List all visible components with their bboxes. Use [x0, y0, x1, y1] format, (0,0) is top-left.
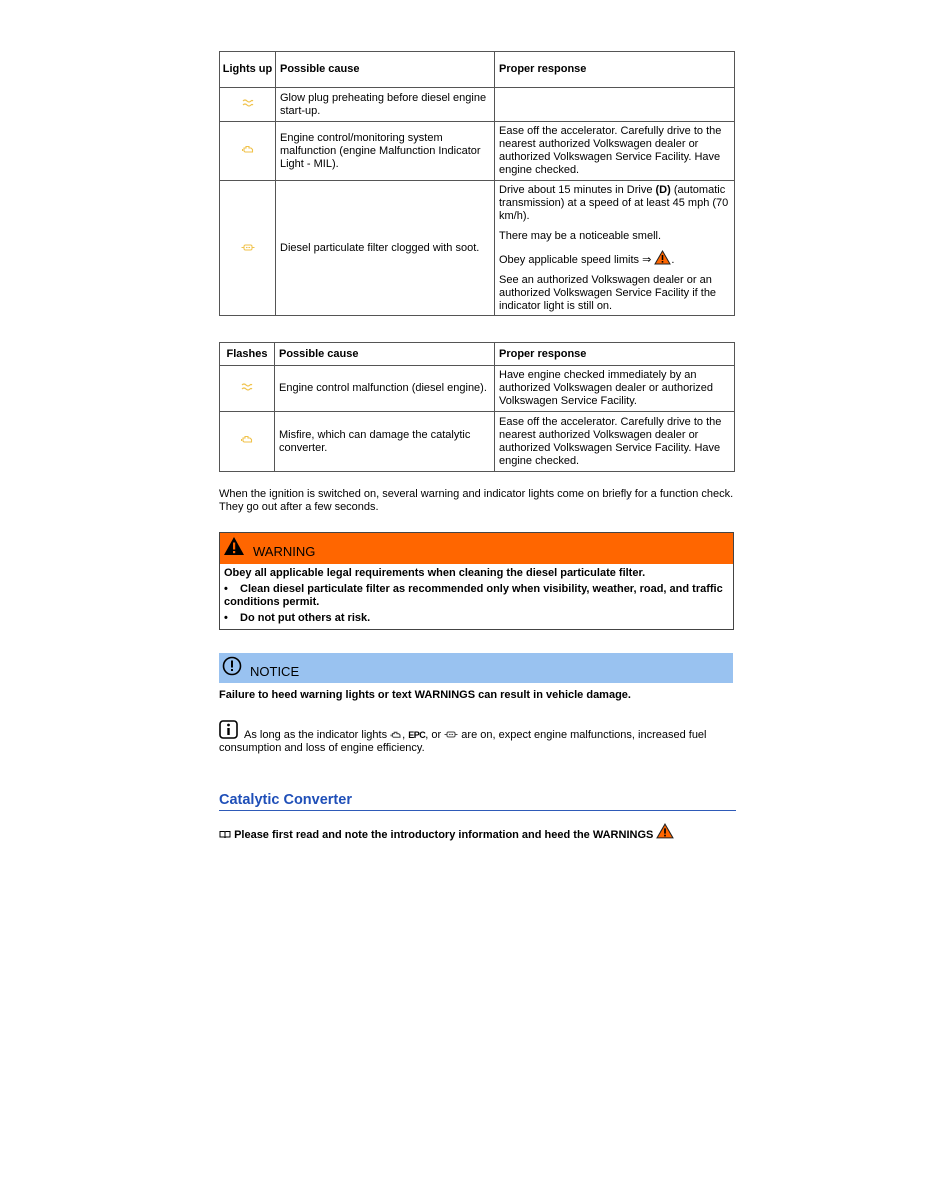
bullet: • [224, 612, 228, 624]
table-row [220, 181, 735, 316]
response-cell [495, 88, 735, 122]
warning-box [219, 532, 734, 630]
response-cell: Have engine checked immediately by an authorized Volkswagen dealer or authorized Volkswagen Service Facility. [495, 366, 735, 412]
column-header: Flashes [220, 343, 275, 366]
info-text-part: , or [425, 729, 445, 741]
response-text: . [671, 253, 675, 266]
lights-up-table [219, 51, 735, 316]
drive-gear-label: (D) [655, 183, 671, 196]
warning-triangle-icon[interactable] [654, 250, 671, 265]
epc-icon: EPC [408, 730, 426, 740]
diesel-particulate-filter-icon [241, 244, 255, 251]
engine-mil-icon [241, 435, 253, 444]
bullet-text: Do not put others at risk. [240, 612, 371, 624]
bullet-text: Clean diesel particulate filter as recommended only when visibility, weather, road, and traffic conditions permit. [224, 583, 723, 608]
table-header-row [220, 52, 735, 88]
glow-plug-icon [241, 383, 253, 391]
function-check-text: When the ignition is switched on, several warning and indicator lights come on briefly for a function check. They go out after a few seconds. [219, 488, 734, 513]
notice-title: NOTICE [250, 664, 300, 679]
info-text-part: are on, expect engine malfunctions, increased fuel consumption and loss of engine efficiency. [219, 729, 707, 754]
cause-cell: Glow plug preheating before diesel engine start-up. [276, 88, 495, 122]
response-cell: Ease off the accelerator. Carefully drive to the nearest authorized Volkswagen dealer or authorized Volkswagen Service Facility. Have engine checked. [495, 122, 735, 181]
warning-triangle-icon [223, 536, 245, 556]
column-header: Possible cause [276, 52, 495, 88]
table-row [220, 122, 735, 181]
bullet: • [224, 583, 228, 595]
info-text-part: , [402, 729, 409, 741]
warning-title: WARNING [253, 544, 316, 559]
indicator-cell [220, 88, 276, 122]
info-text [219, 729, 734, 755]
indicator-cell [220, 366, 275, 412]
response-paragraph [499, 250, 730, 267]
cause-cell: Diesel particulate filter clogged with soot. [276, 181, 495, 316]
indicator-cell [220, 181, 276, 316]
column-header: Possible cause [275, 343, 495, 366]
table-row [220, 412, 735, 472]
notice-exclamation-icon [222, 656, 242, 676]
response-cell: Ease off the accelerator. Carefully drive to the nearest authorized Volkswagen dealer or authorized Volkswagen Service Facility. Have engine checked. [495, 412, 735, 472]
engine-mil-icon [242, 145, 254, 154]
warning-header [220, 533, 733, 564]
table-row [220, 88, 735, 122]
response-cell [495, 181, 735, 316]
notice-header [219, 653, 733, 683]
section-heading: Catalytic Converter [219, 792, 352, 808]
warning-bullet [224, 583, 729, 609]
diesel-particulate-filter-icon [444, 731, 458, 738]
section-intro-text: Please first read and note the introductory information and heed the WARNINGS [234, 829, 654, 841]
section-divider [219, 810, 736, 811]
response-paragraph [499, 184, 730, 223]
response-paragraph: See an authorized Volkswagen dealer or an authorized Volkswagen Service Facility if the indicator light is still on. [499, 273, 717, 312]
column-header: Proper response [495, 52, 735, 88]
indicator-cell [220, 122, 276, 181]
section-intro [219, 823, 674, 842]
response-text: (automatic transmission) at a speed of at least 45 mph (70 km/h). [499, 183, 729, 222]
cause-cell: Engine control malfunction (diesel engine). [275, 366, 495, 412]
warning-bullet [224, 612, 729, 625]
flashes-table [219, 342, 735, 472]
table-row [220, 366, 735, 412]
indicator-cell [220, 412, 275, 472]
response-text: Obey applicable speed limits ⇒ [499, 253, 655, 266]
warning-lead: Obey all applicable legal requirements when cleaning the diesel particulate filter. [224, 567, 646, 579]
column-header: Lights up [220, 52, 276, 88]
column-header: Proper response [495, 343, 735, 366]
notice-text: Failure to heed warning lights or text WARNINGS can result in vehicle damage. [219, 689, 631, 701]
warning-triangle-icon[interactable] [656, 823, 674, 839]
open-book-icon[interactable] [219, 830, 231, 839]
response-paragraph: There may be a noticeable smell. [499, 229, 662, 242]
cause-cell: Misfire, which can damage the catalytic converter. [275, 412, 495, 472]
info-text-part: As long as the indicator lights [244, 729, 391, 741]
table-header-row [220, 343, 735, 366]
response-text: Drive about 15 minutes in Drive [499, 183, 656, 196]
glow-plug-icon [242, 99, 254, 107]
cause-cell: Engine control/monitoring system malfunction (engine Malfunction Indicator Light - MIL). [276, 122, 495, 181]
warning-body [220, 564, 733, 625]
engine-mil-icon [390, 731, 402, 739]
